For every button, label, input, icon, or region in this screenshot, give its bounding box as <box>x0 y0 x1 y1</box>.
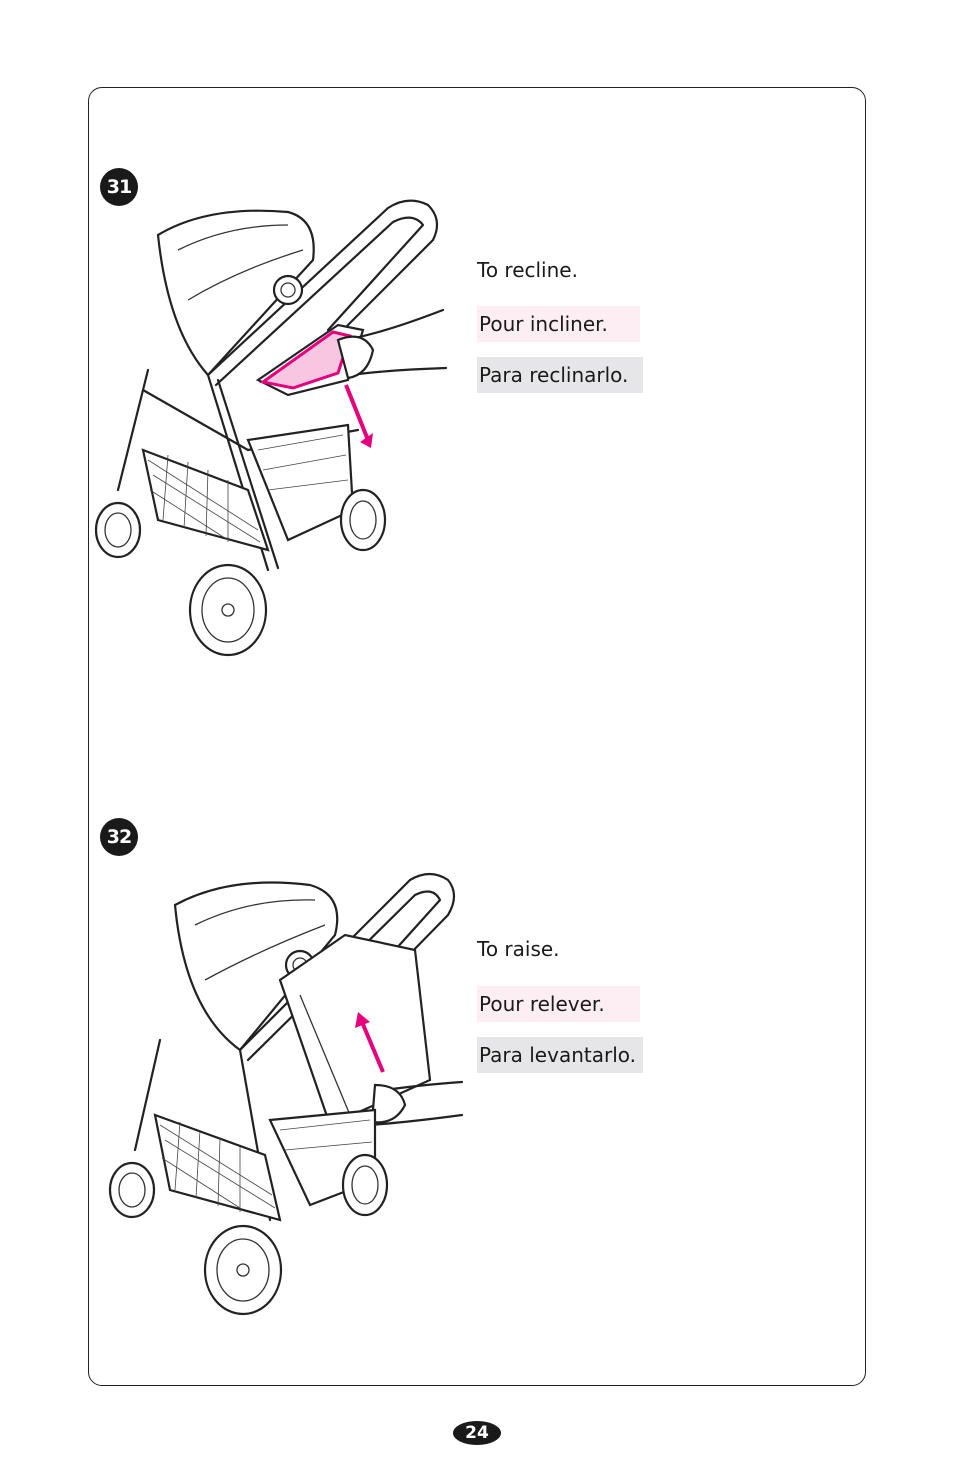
instruction-french: Pour incliner. <box>477 306 640 342</box>
stroller-raise-illustration <box>100 860 470 1320</box>
instruction-french: Pour relever. <box>477 986 640 1022</box>
stroller-recline-illustration <box>88 190 458 660</box>
instruction-spanish: Para reclinarlo. <box>477 357 643 393</box>
step-number-badge: 32 <box>100 818 138 856</box>
instruction-english: To recline. <box>477 258 578 282</box>
instruction-spanish: Para levantarlo. <box>477 1037 643 1073</box>
page-number-badge: 24 <box>453 1421 501 1445</box>
step-number-badge: 31 <box>100 168 138 206</box>
instruction-english: To raise. <box>477 937 560 961</box>
